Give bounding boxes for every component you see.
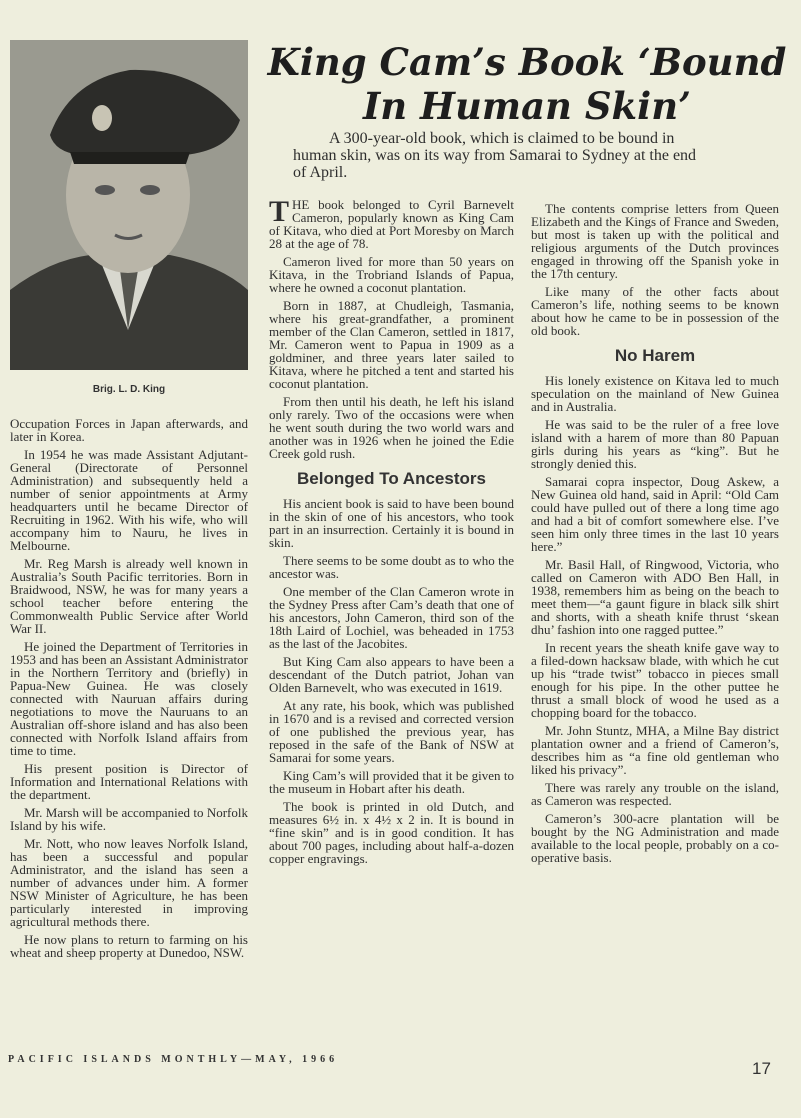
paragraph: Mr. Basil Hall, of Ringwood, Victoria, who called on Cameron with ADO Ben Hall, in 1938, remembers him as being on the beach to meet them—“a gaunt figure in black silk shirt and shorts, with a sheath knife thrust ‘skean dhu’ fashion into one ragged puttee.”: [531, 557, 779, 637]
paragraph: There was rarely any trouble on the island, as Cameron was respected.: [531, 780, 779, 808]
paragraph: In recent years the sheath knife gave way to a filed-down hacksaw blade, with which he cut up his “trade twist” tobacco in pieces small enough for his pipe. In the other puttee he thrust a small block of wood he used as a chopping board for the tobacco.: [531, 640, 779, 720]
paragraph: Mr. John Stuntz, MHA, a Milne Bay district plantation owner and a friend of Cameron’s, describes him as “a fine old gentleman who liked his privacy”.: [531, 723, 779, 777]
headline: [262, 40, 792, 128]
paragraph: He was said to be the ruler of a free love island with a harem of more than 80 Papuan girls during his years as “king”. But he strongly denied this.: [531, 417, 779, 471]
paragraph: His present position is Director of Information and International Relations with the department.: [10, 761, 248, 802]
paragraph: In 1954 he was made Assistant Adjutant-General (Directorate of Personnel Administration) and subsequently held a number of senior appointments at Army headquarters until he became Director of Recruiting in 1962. With his wife, who will accompany him to Nauru, he lives in Melbourne.: [10, 447, 248, 553]
column-2: [269, 195, 514, 870]
lead-line: human skin, was on its way from Samarai to Sydney at the end: [293, 147, 697, 164]
drop-cap: T: [269, 195, 290, 228]
portrait-image: [10, 40, 248, 370]
first-paragraph-text: HE book belonged to Cyril Barnevelt Cameron, popularly known as King Cam of Kitava, who died at Port Moresby on March 28 at the age of 78.: [269, 197, 514, 251]
paragraph: He now plans to return to farming on his wheat and sheep property at Dunedoo, NSW.: [10, 932, 248, 960]
portrait-photo: [10, 40, 248, 370]
column-3: [531, 202, 779, 869]
paragraph: Cameron’s 300-acre plantation will be bought by the NG Administration and made available to the local people, probably on a co-operative basis.: [531, 811, 779, 865]
paragraph: His ancient book is said to have been bound in the skin of one of his ancestors, who took part in an insurrection. Certainly it is bound in skin.: [269, 496, 514, 550]
subheading: Belonged To Ancestors: [297, 469, 486, 488]
paragraph: From then until his death, he left his island only rarely. Two of the occasions were when he went south during the two world wars and another was in 1926 when he joined the Edie Creek gold rush.: [269, 394, 514, 461]
photo-caption: Brig. L. D. King: [92, 384, 166, 395]
first-paragraph: [269, 195, 514, 251]
paragraph: At any rate, his book, which was published in 1670 and is a revised and corrected version of one published the previous year, has reposed in the safe of the Bank of NSW at Samarai for some years.: [269, 698, 514, 765]
paragraph: There seems to be some doubt as to who the ancestor was.: [269, 553, 514, 581]
paragraph: He joined the Department of Territories in 1953 and has been an Assistant Administrator in the Northern Territory and (briefly) in Papua-New Guinea. He was closely connected with Nauruan affairs during negotiations to move the Nauruans to an Australian off-shore island and has also been connected with Norfolk Island affairs from time to time.: [10, 639, 248, 758]
lead-line: of April.: [293, 164, 348, 181]
paragraph: The contents comprise letters from Queen Elizabeth and the Kings of France and Sweden, but most is taken up with the political and religious arguments of the Dutch provinces engaged in throwing off the Spanish yoke in the 17th century.: [531, 201, 779, 281]
paragraph: Mr. Marsh will be accompanied to Norfolk Island by his wife.: [10, 805, 248, 833]
paragraph: Samarai copra inspector, Doug Askew, a New Guinea old hand, said in April: “Old Cam could have pulled out of there a long time ago and had a bit of comfort somewhere else. I’ve seen him only three times in the last 10 years here.”: [531, 474, 779, 554]
page-number: 17: [752, 1059, 771, 1078]
paragraph: But King Cam also appears to have been a descendant of the Dutch patriot, Johan van Olden Barnevelt, who was executed in 1619.: [269, 654, 514, 695]
publication-footer: PACIFIC ISLANDS MONTHLY—MAY, 1966: [8, 1054, 339, 1065]
subheading: No Harem: [614, 346, 696, 365]
paragraph: His lonely existence on Kitava led to much speculation on the mainland of New Guinea and in Australia.: [531, 373, 779, 414]
headline-line: King Cam’s Book ‘Bound: [267, 40, 787, 84]
column-1: [10, 417, 248, 964]
paragraph: King Cam’s will provided that it be given to the museum in Hobart after his death.: [269, 768, 514, 796]
paragraph: Mr. Reg Marsh is already well known in Australia’s South Pacific territories. Born in Braidwood, NSW, he was for many years a school teacher before entering the Commonwealth Public Service after World War II.: [10, 556, 248, 636]
paragraph: Like many of the other facts about Cameron’s life, nothing seems to be known about how he came to be in possession of the old book.: [531, 284, 779, 338]
lead-paragraph: [293, 130, 771, 181]
paragraph: Cameron lived for more than 50 years on Kitava, in the Trobriand Islands of Papua, where he owned a coconut plantation.: [269, 254, 514, 295]
paragraph: Born in 1887, at Chudleigh, Tasmania, where his great-grandfather, a prominent member of the Clan Cameron, settled in 1817, Mr. Cameron went to Papua in 1909 as a goldminer, and three years later sailed to Kitava, where he pitched a tent and started his coconut plantation.: [269, 298, 514, 391]
lead-line: A 300-year-old book, which is claimed to be bound in: [329, 130, 675, 147]
paragraph: Occupation Forces in Japan afterwards, and later in Korea.: [10, 416, 248, 444]
headline-line: In Human Skin’: [362, 84, 692, 128]
paragraph: Mr. Nott, who now leaves Norfolk Island, has been a successful and popular Administrator, and the island has seen a number of advances under him. A former NSW Minister of Agriculture, he has been particularly interested in improving agricultural methods there.: [10, 836, 248, 929]
paragraph: The book is printed in old Dutch, and measures 6½ in. x 4½ x 2 in. It is bound in “fine skin” and is in good condition. It has about 700 pages, including about half-a-dozen copper engravings.: [269, 799, 514, 866]
paragraph: One member of the Clan Cameron wrote in the Sydney Press after Cam’s death that one of his ancestors, John Cameron, third son of the 18th Laird of Lochiel, was beheaded in 1753 as the last of the Jacobites.: [269, 584, 514, 651]
